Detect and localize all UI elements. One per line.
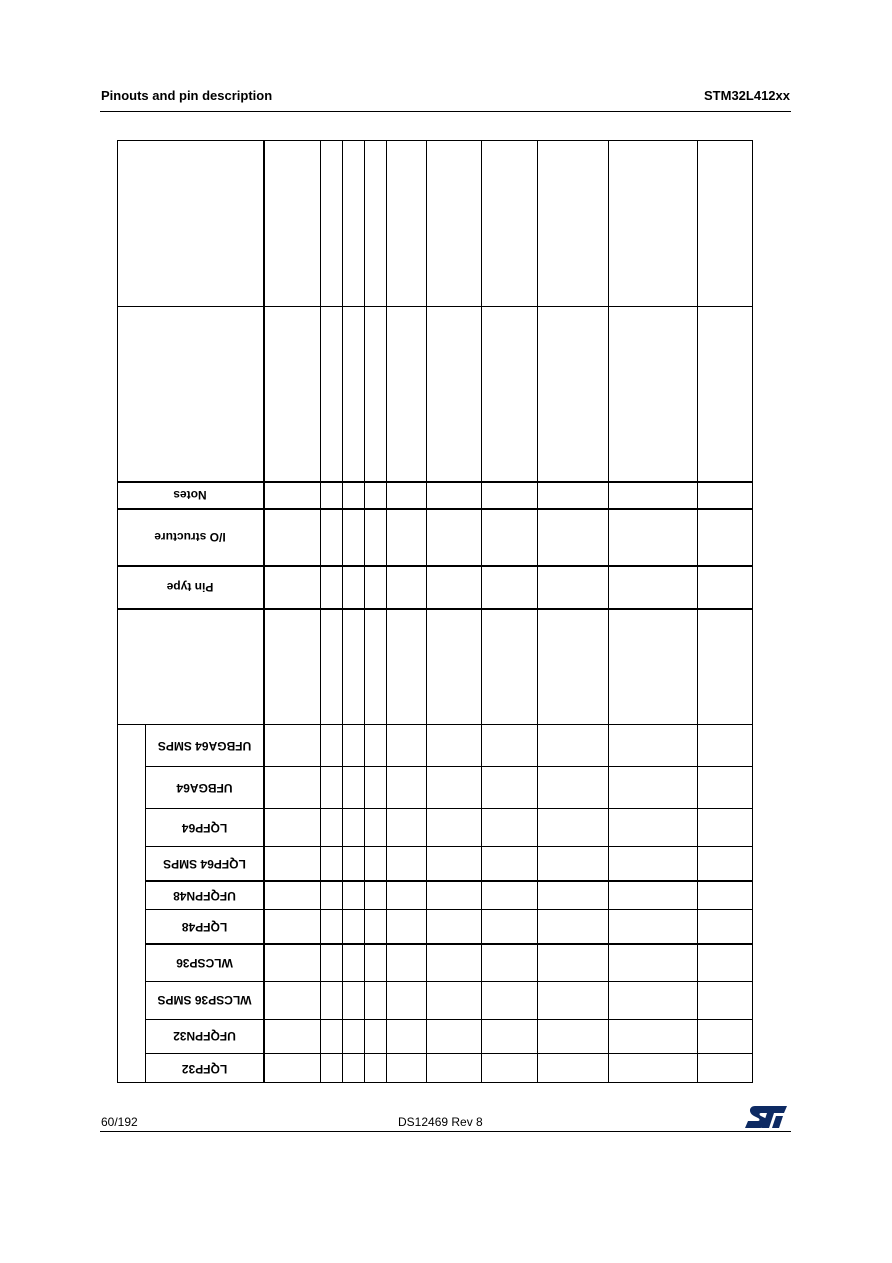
table-border-top [117, 140, 753, 141]
package-label-ufbga64: UFBGA64 [176, 781, 233, 795]
row-line [117, 565, 753, 567]
column-line [320, 140, 321, 1083]
column-line [426, 140, 427, 1083]
row-line [145, 909, 753, 910]
column-line [364, 140, 365, 1083]
column-line [537, 140, 538, 1083]
row-line [117, 608, 753, 610]
package-label-lqfp64-smps: LQFP64 SMPS [163, 857, 246, 871]
row-line [145, 943, 753, 945]
row-line [117, 508, 753, 510]
package-label-wlcsp36-smps: WLCSP36 SMPS [157, 993, 252, 1007]
package-label-lqfp48: LQFP48 [181, 920, 228, 934]
part-number: STM32L412xx [704, 88, 790, 103]
row-line [117, 306, 753, 307]
table-border-bottom [117, 1082, 753, 1083]
header-column-line [263, 140, 265, 1083]
pin-table [117, 140, 753, 1083]
row-line [145, 880, 753, 882]
table-border-right [752, 140, 753, 1083]
document-id: DS12469 Rev 8 [398, 1115, 483, 1129]
table-border-left [117, 140, 118, 1083]
package-label-lqfp64: LQFP64 [181, 821, 228, 835]
column-line [481, 140, 482, 1083]
column-line [697, 140, 698, 1083]
io-structure-header: I/O structure [154, 530, 226, 544]
row-line [117, 724, 753, 725]
column-line [342, 140, 343, 1083]
column-line [608, 140, 609, 1083]
package-label-ufqfpn32: UFQFPN32 [173, 1029, 236, 1043]
row-line [145, 1053, 753, 1054]
notes-header: Notes [173, 488, 207, 502]
row-line [145, 766, 753, 767]
row-line [117, 481, 753, 483]
row-line [145, 1019, 753, 1020]
page-number: 60/192 [101, 1115, 138, 1129]
column-line [386, 140, 387, 1083]
footer-rule [100, 1131, 791, 1132]
package-label-wlcsp36: WLCSP36 [176, 956, 233, 970]
row-line [145, 981, 753, 982]
section-title: Pinouts and pin description [101, 88, 273, 103]
row-line [145, 846, 753, 847]
st-logo-icon [743, 1104, 789, 1130]
pin-type-header: Pin type [166, 580, 214, 594]
package-label-ufbga64-smps: UFBGA64 SMPS [157, 739, 252, 753]
package-label-ufqfpn48: UFQFPN48 [173, 889, 236, 903]
header-rule [100, 111, 791, 112]
row-line [145, 808, 753, 809]
package-label-lqfp32: LQFP32 [181, 1062, 228, 1076]
